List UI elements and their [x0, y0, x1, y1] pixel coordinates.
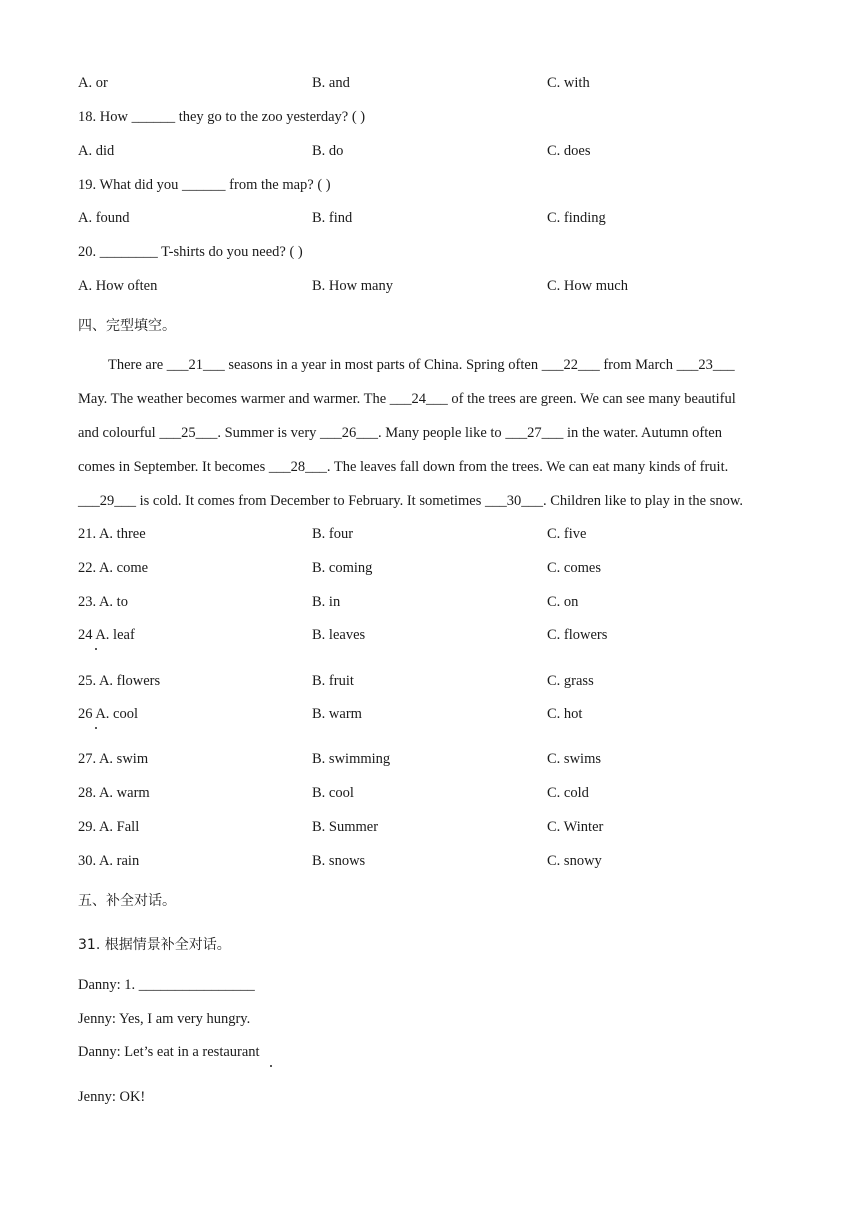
option-b: B. swimming [312, 751, 391, 767]
blank-29: ___29___ [78, 493, 136, 509]
q20-option-c: C. How much [547, 278, 628, 294]
q18-option-b: B. do [312, 143, 344, 159]
stray-dot-mark [95, 727, 97, 729]
option-a: 24 A. leaf [78, 627, 135, 643]
passage-text: in the water. Autumn often [563, 425, 722, 441]
option-a: 22. A. come [78, 560, 149, 576]
passage-line-3 [78, 424, 722, 442]
dialogue-line-4: Jenny: OK! [78, 1089, 146, 1105]
blank-23: ___23___ [676, 357, 735, 373]
option-a: 28. A. warm [78, 785, 150, 801]
passage-text: of the trees are green. We can see many beautiful [447, 391, 736, 407]
option-a: 26 A. cool [78, 706, 139, 722]
option-a: 29. A. Fall [78, 819, 140, 835]
q17-option-b: B. and [312, 75, 350, 91]
blank-22: ___22___ [541, 357, 600, 373]
passage-line-2 [78, 390, 736, 408]
cloze-options-23 [78, 593, 778, 611]
q19-option-a: A. found [78, 210, 130, 226]
q31-title: 31. 根据情景补全对话。 [78, 937, 231, 953]
option-c: C. grass [547, 673, 594, 689]
q19-options [78, 209, 778, 227]
q19-option-c: C. finding [547, 210, 606, 226]
option-c: C. flowers [547, 627, 608, 643]
option-c: C. snowy [547, 853, 602, 869]
dialogue-line-1: Danny: 1. ________________ [78, 977, 255, 993]
q17-options [78, 74, 778, 92]
option-a: 27. A. swim [78, 751, 149, 767]
option-b: B. warm [312, 706, 362, 722]
passage-text: . Many people like to [378, 425, 506, 441]
dialogue-line-3: Danny: Let’s eat in a restaurant [78, 1044, 260, 1060]
q17-option-a: A. or [78, 75, 108, 91]
blank-21: ___21___ [166, 357, 225, 373]
option-c: C. cold [547, 785, 589, 801]
q19-stem: 19. What did you ______ from the map? ( ) [78, 177, 331, 193]
passage-text: from March [599, 357, 677, 373]
q20-options [78, 277, 778, 295]
option-b: B. coming [312, 560, 373, 576]
blank-30: ___30___ [484, 493, 543, 509]
cloze-options-24 [78, 626, 778, 644]
option-b: B. fruit [312, 673, 354, 689]
option-b: B. four [312, 526, 354, 542]
option-b: B. Summer [312, 819, 379, 835]
option-b: B. in [312, 594, 341, 610]
blank-28: ___28___ [268, 459, 327, 475]
passage-text: and colourful [78, 425, 160, 441]
option-b: B. leaves [312, 627, 366, 643]
option-c: C. hot [547, 706, 583, 722]
cloze-options-22 [78, 559, 778, 577]
q19-option-b: B. find [312, 210, 353, 226]
option-a: 21. A. three [78, 526, 146, 542]
passage-line-1 [108, 356, 735, 374]
stray-dot-mark [270, 1065, 272, 1067]
cloze-options-25 [78, 672, 778, 690]
passage-line-4 [78, 458, 728, 476]
section-5-title: 五、补全对话。 [78, 893, 176, 909]
blank-25: ___25___ [159, 425, 218, 441]
option-a: 30. A. rain [78, 853, 140, 869]
dialogue-line-2: Jenny: Yes, I am very hungry. [78, 1011, 251, 1027]
cloze-options-29 [78, 818, 778, 836]
option-b: B. cool [312, 785, 354, 801]
passage-text: is cold. It comes from December to February. It sometimes [136, 493, 485, 509]
passage-text: . Summer is very [217, 425, 321, 441]
cloze-options-26 [78, 705, 778, 723]
option-c: C. swims [547, 751, 601, 767]
q20-option-a: A. How often [78, 278, 158, 294]
passage-text: comes in September. It becomes [78, 459, 269, 475]
passage-text: . Children like to play in the snow. [542, 493, 744, 509]
option-c: C. Winter [547, 819, 604, 835]
cloze-options-28 [78, 784, 778, 802]
q17-option-c: C. with [547, 75, 590, 91]
blank-26: ___26___ [320, 425, 379, 441]
option-a: 23. A. to [78, 594, 128, 610]
option-c: C. on [547, 594, 579, 610]
passage-text: There are [108, 357, 167, 373]
passage-text: May. The weather becomes warmer and warmer. The [78, 391, 390, 407]
passage-text: seasons in a year in most parts of China. Spring often [224, 357, 542, 373]
q18-option-a: A. did [78, 143, 115, 159]
passage-line-5 [78, 492, 743, 510]
blank-27: ___27___ [505, 425, 564, 441]
stray-dot-mark [95, 648, 97, 650]
cloze-options-27 [78, 750, 778, 768]
blank-24: ___24___ [389, 391, 448, 407]
q18-stem: 18. How ______ they go to the zoo yesterday? ( ) [78, 109, 366, 125]
passage-text: . The leaves fall down from the trees. We can eat many kinds of fruit. [326, 459, 729, 475]
option-c: C. comes [547, 560, 601, 576]
cloze-options-30 [78, 852, 778, 870]
cloze-options-21 [78, 525, 778, 543]
q20-stem: 20. ________ T-shirts do you need? ( ) [78, 244, 303, 260]
q18-option-c: C. does [547, 143, 591, 159]
option-b: B. snows [312, 853, 366, 869]
q18-options [78, 142, 778, 160]
option-a: 25. A. flowers [78, 673, 161, 689]
option-c: C. five [547, 526, 587, 542]
section-4-title: 四、完型填空。 [78, 318, 176, 334]
q20-option-b: B. How many [312, 278, 393, 294]
